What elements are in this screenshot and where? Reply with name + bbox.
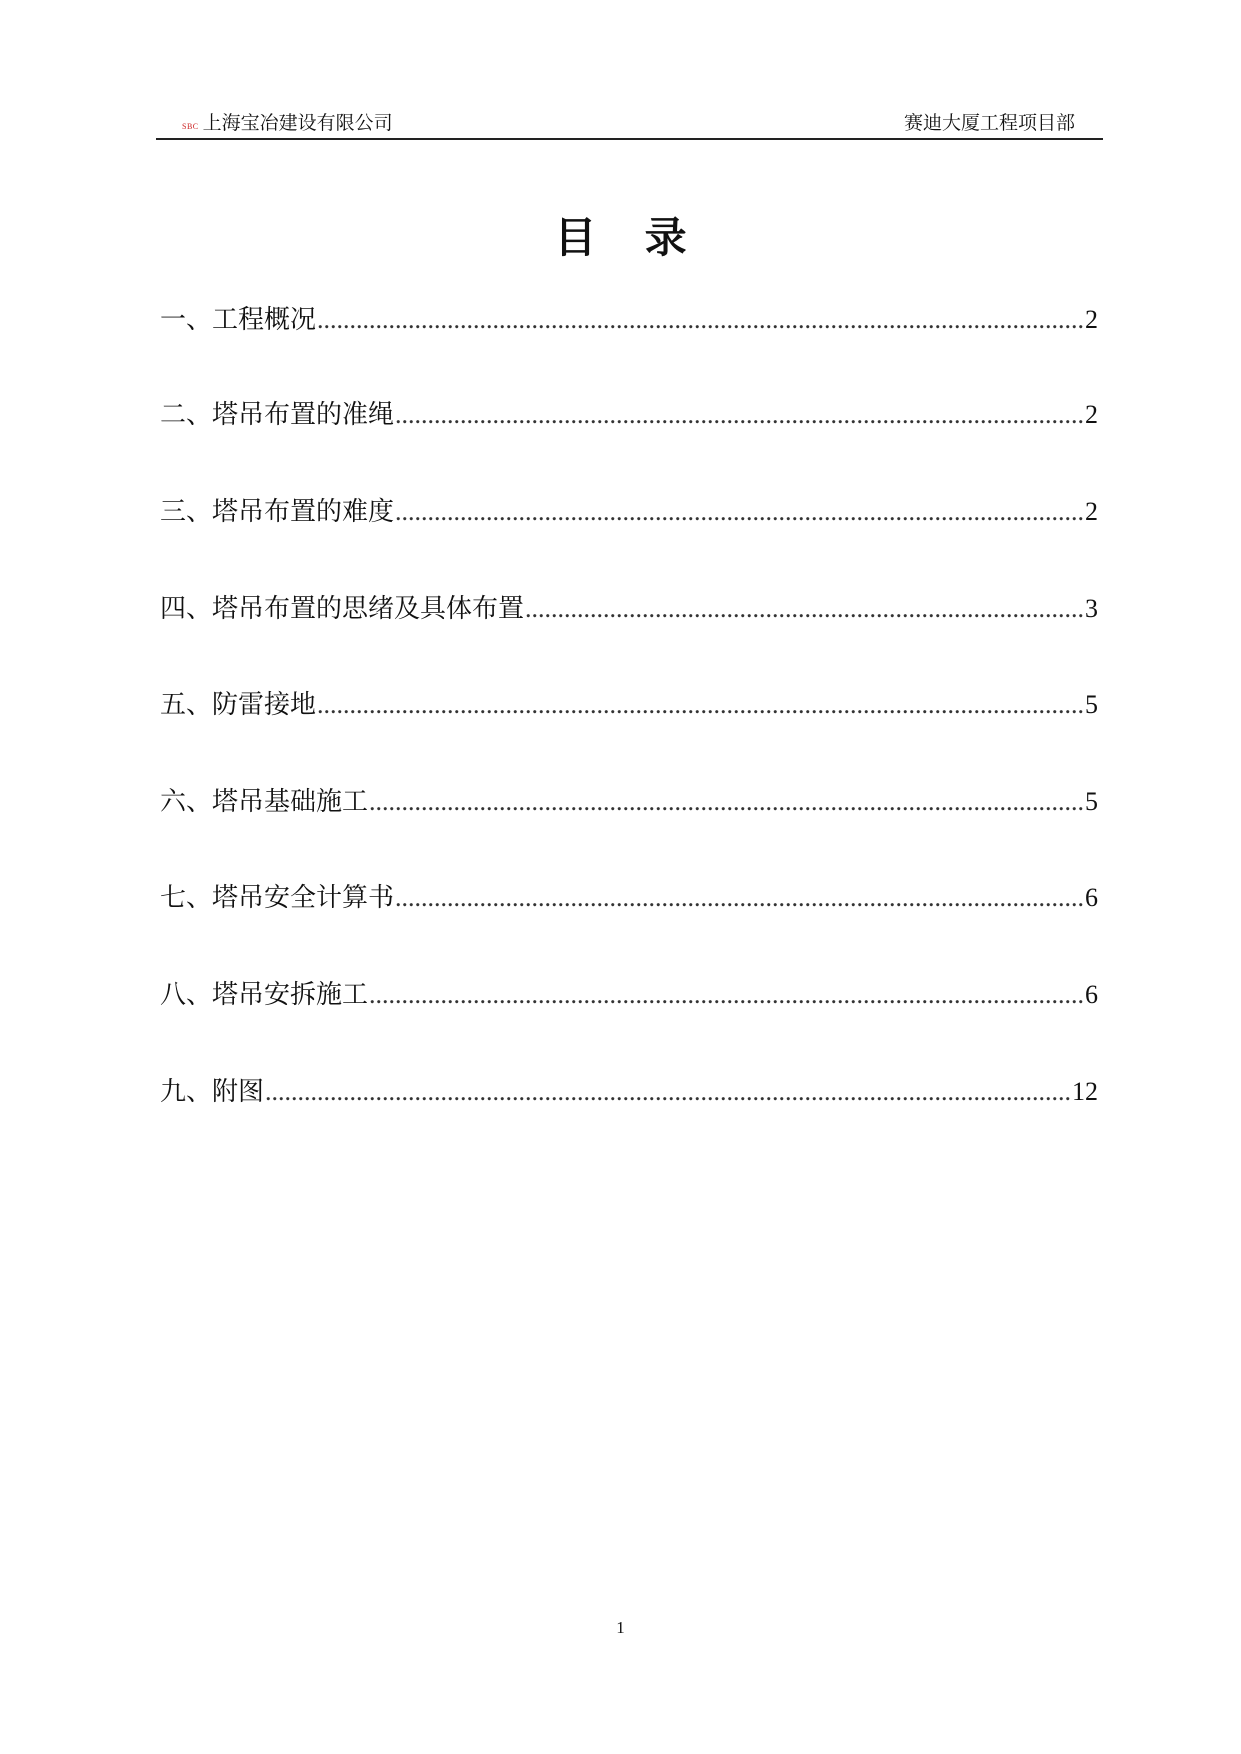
toc-entry[interactable] [160,492,1098,532]
toc-entry-label: 七、塔吊安全计算书 [160,883,395,913]
toc-entry-label: 五、防雷接地 [160,690,317,720]
toc-dot-leader [395,878,1084,918]
toc-entry[interactable] [160,975,1098,1015]
toc-dot-leader [317,300,1084,340]
toc-dot-leader [369,975,1084,1015]
toc-entry-page: 5 [1085,690,1098,719]
page-number: 1 [616,1618,625,1637]
toc-entry-page: 6 [1085,883,1098,912]
toc-entry[interactable] [160,685,1098,725]
toc-entry[interactable] [160,395,1098,435]
toc-entry-label: 四、塔吊布置的思绪及具体布置 [160,594,525,624]
toc-entry-label: 三、塔吊布置的难度 [160,497,395,527]
toc-entry-page: 6 [1085,980,1098,1009]
toc-entry[interactable] [160,300,1098,340]
toc-entry-label: 二、塔吊布置的准绳 [160,400,395,430]
header-project-name: 赛迪大厦工程项目部 [903,112,1075,134]
toc-dot-leader [317,685,1084,725]
toc-dot-leader [369,782,1084,822]
toc-entry-page: 2 [1085,305,1098,334]
toc-dot-leader [525,589,1084,629]
page-header [156,108,1103,140]
toc-entry[interactable] [160,782,1098,822]
toc-entry-page: 2 [1085,497,1098,526]
toc-dot-leader [395,492,1084,532]
page-title: 目 录 [554,213,687,262]
toc-entry-page: 2 [1085,400,1098,429]
toc-entry-label: 六、塔吊基础施工 [160,787,369,817]
toc-entry-page: 12 [1072,1077,1098,1106]
toc-entry[interactable] [160,878,1098,918]
toc-entry[interactable] [160,589,1098,629]
toc-entry-page: 3 [1085,594,1098,623]
header-company-name: 上海宝冶建设有限公司 [202,112,393,134]
toc-dot-leader [395,395,1084,435]
toc-dot-leader [265,1072,1071,1112]
company-logo: SBC [182,122,199,131]
toc-entry-label: 八、塔吊安拆施工 [160,980,369,1010]
toc-entry-label: 一、工程概况 [160,305,317,335]
toc-entry-label: 九、附图 [160,1077,265,1107]
toc-entry-page: 5 [1085,787,1098,816]
toc-entry[interactable] [160,1072,1098,1112]
header-company-group [182,108,393,135]
